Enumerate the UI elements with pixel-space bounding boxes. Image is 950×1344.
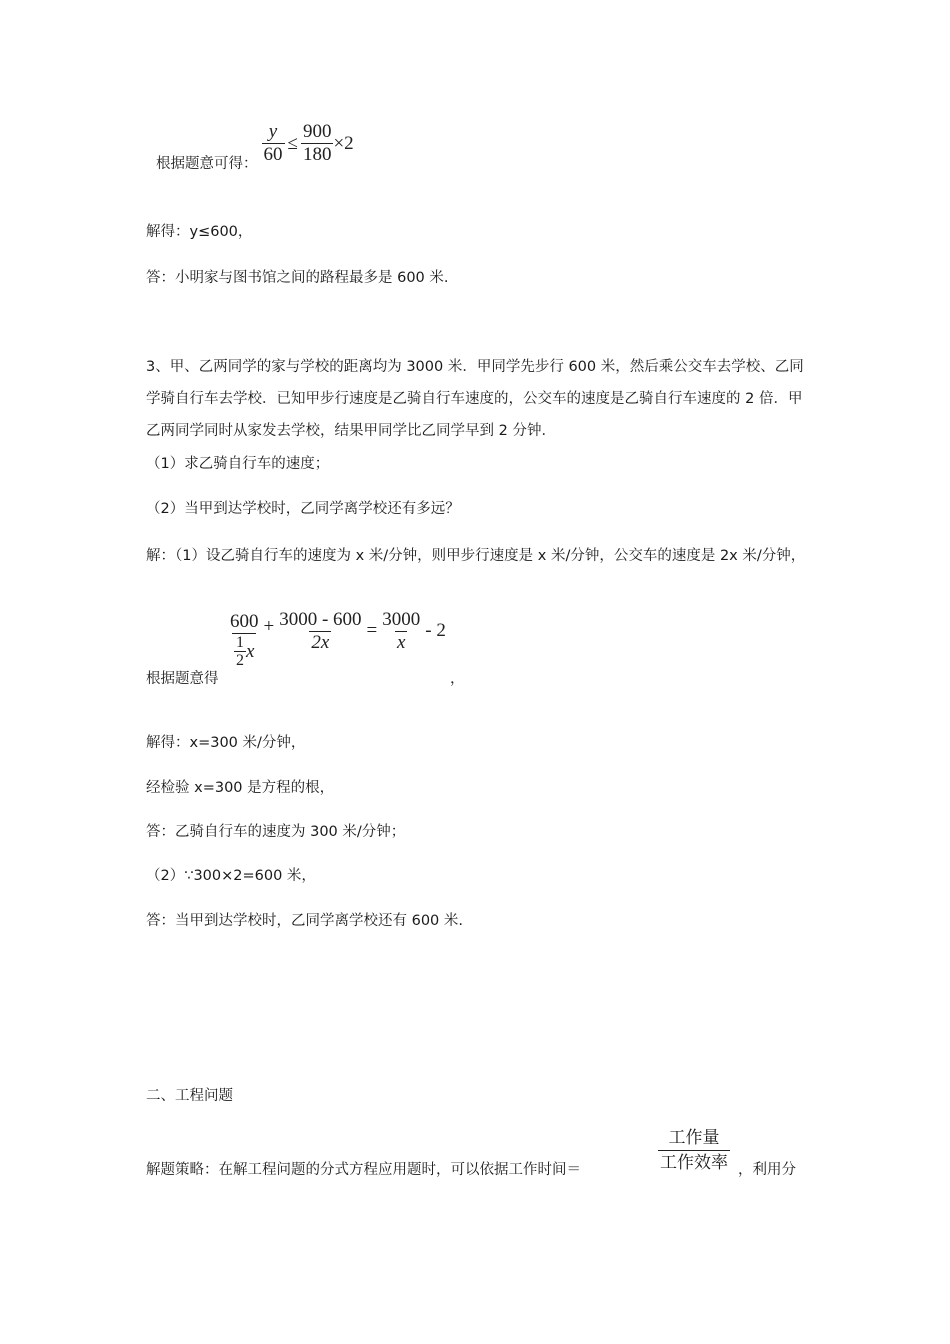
strategy-suffix: ，利用分 [738, 1162, 796, 1178]
fraction-600-over-half-x: 600 $\frac{1}{2}$ x [230, 611, 259, 669]
equation: 600 $\frac{1}{2}$ x + $\frac{3000 - 600}{2x}$ = $\frac{3000}{x}$ - 2 [230, 608, 446, 669]
check-line: 经检验 x=300 是方程的根， [146, 780, 335, 796]
answer-line-3b: 答：当甲到达学校时，乙同学离学校还有 600 米. [146, 913, 464, 929]
fraction-2400-over-2x: $\frac{3000 - 600}{2x}$ [279, 608, 362, 653]
inequality-row [156, 121, 354, 173]
strategy-line: 解题策略：在解工程问题的分式方程应用题时，可以依据工作时间＝ [146, 1162, 581, 1178]
inequality-expression: $\frac{y}{60}$ ≤ $\frac{900}{180}$ ×2 [263, 121, 354, 165]
problem-3-sub1: （1）求乙骑自行车的速度； [146, 456, 330, 472]
equation-label: 根据题意得 [146, 671, 219, 687]
equation-comma: ， [450, 671, 465, 687]
fraction-900-over-180: $\frac{900}{180}$ [302, 121, 332, 165]
work-time-fraction: $\frac{\text{工作量}}{\text{工作效率}}$ [660, 1128, 728, 1173]
inequality-label: 根据题意可得： [156, 156, 258, 172]
solve-line-1: 解得：y≤600， [146, 224, 253, 240]
fraction-3000-over-x: $\frac{3000}{x}$ [382, 608, 421, 653]
solution-intro: 解：（1）设乙骑自行车的速度为 x 米/分钟，则甲步行速度是 x 米/分钟，公交车的速度是 2x 米/分钟， [146, 548, 806, 564]
part2-line: （2）∵300×2=600 米， [146, 868, 316, 884]
answer-line-3a: 答：乙骑自行车的速度为 300 米/分钟； [146, 824, 406, 840]
fraction-y-over-60: $\frac{y}{60}$ [263, 121, 283, 165]
problem-3-stem: 3、甲、乙两同学的家与学校的距离均为 3000 米．甲同学先步行 600 米，然后乘公交车去学校、乙同学骑自行车去学校．已知甲步行速度是乙骑自行车速度的，公交车的速度是乙骑自行车速度的 2 倍．甲乙两同学同时从家发去学校，结果甲同学比乙同学早到 2 分钟． [146, 359, 804, 439]
problem-3-sub2: （2）当甲到达学校时，乙同学离学校还有多远？ [146, 501, 460, 517]
solve-line-3: 解得：x=300 米/分钟， [146, 735, 306, 751]
section-title: 二、工程问题 [146, 1088, 233, 1104]
answer-line-1: 答：小明家与图书馆之间的路程最多是 600 米. [146, 270, 449, 286]
